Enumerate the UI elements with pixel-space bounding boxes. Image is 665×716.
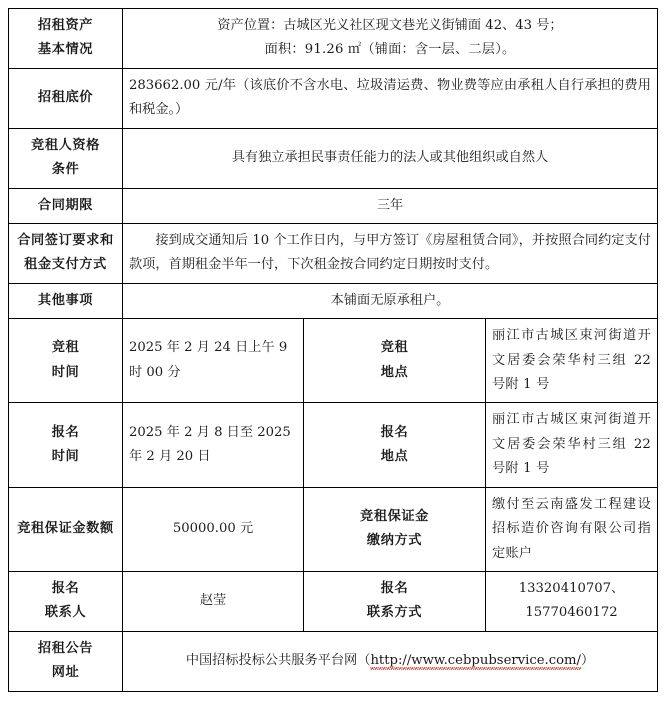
row-value-deposit-amount: 50000.00 元: [123, 487, 304, 571]
label-line: 时间: [51, 364, 80, 380]
lease-announcement-table: [8, 8, 658, 692]
label-line: 联系人: [44, 605, 87, 621]
table-row-deposit: [9, 487, 658, 571]
row-label-contract-signing: [9, 223, 123, 283]
row-value-contact-method: 13320410707、15770460172: [486, 572, 658, 632]
label-line: 基本情况: [37, 42, 94, 58]
label-line: 报名: [380, 424, 409, 440]
row-value-contract-term: 三年: [123, 188, 658, 223]
label-line: 招租底价: [37, 90, 94, 106]
table-row-signup-time-place: [9, 403, 658, 487]
announcement-url-prefix: 中国招标投标公共服务平台网（: [185, 653, 371, 669]
table-row-asset-info: [9, 9, 658, 69]
row-label-deposit-amount: [9, 487, 123, 571]
row-label-contact-person: [9, 572, 123, 632]
label-line: 缴纳方式: [366, 533, 423, 549]
label-line: 时间: [51, 449, 80, 465]
asset-location-line: 资产位置：古城区光义社区现文巷光义街铺面 42、43 号；: [217, 18, 563, 33]
announcement-url-suffix: ）: [581, 653, 595, 669]
row-label-asset-info: [9, 9, 123, 69]
table-row-contract-signing: [9, 223, 658, 283]
row-value-bid-place: 丽江市古城区束河街道开文居委会荣华村三组 22 号附 1 号: [486, 319, 658, 403]
label-line: 合同期限: [37, 197, 94, 213]
row-label-deposit-method: [304, 487, 486, 571]
label-line: 报名: [51, 581, 80, 597]
row-label-base-price: [9, 68, 123, 128]
label-line: 报名: [380, 581, 409, 597]
row-value-deposit-method: 缴付至云南盛发工程建设招标造价咨询有限公司指定账户: [486, 487, 658, 571]
table-row-bidder-qualification: [9, 128, 658, 188]
row-value-asset-info: [123, 9, 658, 69]
row-value-contact-person: 赵莹: [123, 572, 304, 632]
label-line: 报名: [51, 424, 80, 440]
row-value-signup-place: 丽江市古城区束河街道开文居委会荣华村三组 22 号附 1 号: [486, 403, 658, 487]
row-label-contact-method: [304, 572, 486, 632]
label-line: 合同签订要求和: [17, 232, 114, 248]
row-value-base-price: 283662.00 元/年（该底价不含水电、垃圾清运费、物业费等应由承租人自行承担的费用和税金。）: [123, 68, 658, 128]
label-line: 竞租: [380, 340, 409, 356]
label-line: 地点: [380, 364, 409, 380]
label-line: 招租资产: [37, 18, 94, 33]
row-value-bid-time: 2025 年 2 月 24 日上午 9 时 00 分: [123, 319, 304, 403]
row-label-announcement-url: [9, 631, 123, 691]
row-label-contract-term: [9, 188, 123, 223]
row-value-other-matters: 本铺面无原承租户。: [123, 283, 658, 318]
asset-area-line: 面积：91.26 ㎡（铺面：含一层、二层）。: [264, 42, 516, 58]
row-label-bid-place: [304, 319, 486, 403]
row-label-bid-time: [9, 319, 123, 403]
table-row-base-price: [9, 68, 658, 128]
row-label-other-matters: [9, 283, 123, 318]
announcement-url-link[interactable]: http://www.cebpubservice.com/: [370, 653, 581, 669]
table-row-contact: [9, 572, 658, 632]
row-label-signup-place: [304, 403, 486, 487]
label-line: 竞租保证金: [360, 508, 429, 524]
label-line: 联系方式: [366, 605, 423, 621]
label-line: 地点: [380, 449, 409, 465]
label-line: 招租公告: [37, 640, 94, 656]
label-line: 租金支付方式: [24, 257, 107, 273]
row-value-bidder-qualification: 具有独立承担民事责任能力的法人或其他组织或自然人: [123, 128, 658, 188]
label-line: 竞租人资格: [31, 137, 100, 153]
row-value-signup-time: 2025 年 2 月 8 日至 2025 年 2 月 20 日: [123, 403, 304, 487]
row-value-announcement-url: [123, 631, 658, 691]
row-value-contract-signing: 接到成交通知后 10 个工作日内，与甲方签订《房屋租赁合同》，并按照合同约定支付款项，首期租金半年一付，下次租金按合同约定日期按时支付。: [123, 223, 658, 283]
label-line: 竞租保证金数额: [17, 521, 114, 537]
label-line: 网址: [51, 665, 80, 681]
table-row-announcement-url: [9, 631, 658, 691]
row-label-bidder-qualification: [9, 128, 123, 188]
table-row-bid-time-place: [9, 319, 658, 403]
label-line: 其他事项: [37, 292, 94, 308]
label-line: 竞租: [51, 340, 80, 356]
table-row-contract-term: [9, 188, 658, 223]
row-label-signup-time: [9, 403, 123, 487]
table-row-other-matters: [9, 283, 658, 318]
label-line: 条件: [51, 162, 80, 178]
